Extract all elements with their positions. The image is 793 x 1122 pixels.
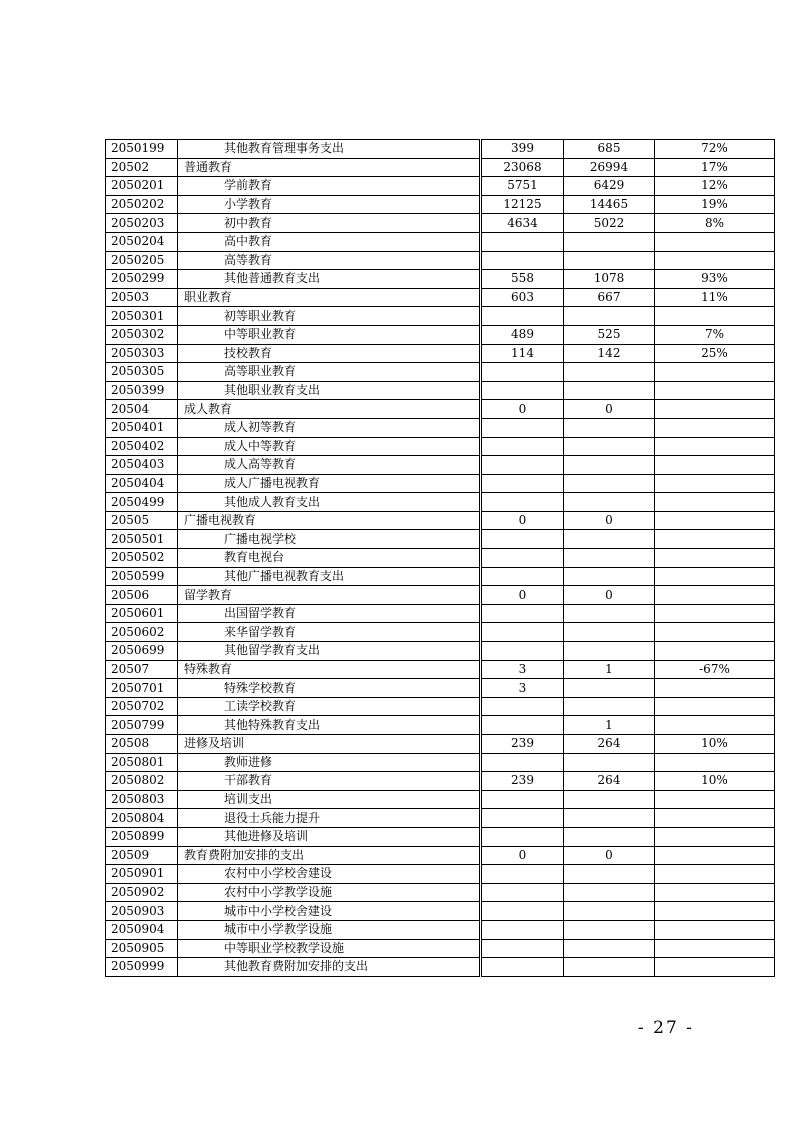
subject-name-cell: 成人初等教育 [178,418,480,437]
table-row [106,958,775,977]
growth-rate-cell [655,883,775,902]
subject-name-cell: 成人广播电视教育 [178,474,480,493]
subject-code-cell: 20504 [106,400,178,419]
growth-rate-cell [655,604,775,623]
subject-name-cell: 其他成人教育支出 [178,493,480,512]
prior-amount-cell [482,883,564,902]
subject-name-cell: 初中教育 [178,214,480,233]
current-amount-cell: 14465 [564,195,655,214]
prior-amount-cell: 23068 [482,158,564,177]
subject-code-cell: 2050202 [106,195,178,214]
current-amount-cell [564,437,655,456]
subject-name-cell: 来华留学教育 [178,623,480,642]
prior-amount-cell [482,865,564,884]
current-amount-cell [564,902,655,921]
subject-code-cell: 2050403 [106,456,178,475]
subject-code-cell: 2050201 [106,177,178,196]
table-row [106,660,775,679]
subject-code-cell: 2050902 [106,883,178,902]
table-row [106,418,775,437]
table-row [106,437,775,456]
subject-code-cell: 2050399 [106,381,178,400]
table-row [106,790,775,809]
prior-amount-cell: 12125 [482,195,564,214]
table-row [106,716,775,735]
growth-rate-cell [655,474,775,493]
current-amount-cell [564,456,655,475]
prior-amount-cell [482,753,564,772]
subject-code-cell: 2050199 [106,140,178,159]
subject-code-cell: 2050499 [106,493,178,512]
table-row [106,809,775,828]
table-row [106,883,775,902]
subject-code-cell: 2050401 [106,418,178,437]
prior-amount-cell: 558 [482,270,564,289]
prior-amount-cell: 489 [482,325,564,344]
subject-code-cell: 2050303 [106,344,178,363]
subject-name-cell: 教育电视台 [178,549,480,568]
table-row [106,623,775,642]
table-row [106,177,775,196]
current-amount-cell [564,232,655,251]
subject-name-cell: 小学教育 [178,195,480,214]
table-row [106,251,775,270]
subject-code-cell: 2050205 [106,251,178,270]
growth-rate-cell [655,456,775,475]
growth-rate-cell: 8% [655,214,775,233]
growth-rate-cell [655,809,775,828]
prior-amount-cell: 239 [482,735,564,754]
prior-amount-cell [482,920,564,939]
table-row [106,604,775,623]
subject-name-cell: 中等职业教育 [178,325,480,344]
subject-name-cell: 高等职业教育 [178,363,480,382]
growth-rate-cell [655,437,775,456]
subject-name-cell: 高中教育 [178,232,480,251]
current-amount-cell: 264 [564,772,655,791]
current-amount-cell [564,790,655,809]
subject-code-cell: 2050903 [106,902,178,921]
subject-name-cell: 广播电视学校 [178,530,480,549]
current-amount-cell [564,697,655,716]
table-row [106,549,775,568]
table-row [106,493,775,512]
subject-name-cell: 进修及培训 [178,735,480,754]
growth-rate-cell [655,958,775,977]
table-row [106,456,775,475]
subject-name-cell: 其他职业教育支出 [178,381,480,400]
subject-code-cell: 2050999 [106,958,178,977]
subject-name-cell: 其他教育费附加安排的支出 [178,958,480,977]
table-row [106,772,775,791]
current-amount-cell [564,567,655,586]
growth-rate-cell [655,400,775,419]
subject-name-cell: 其他广播电视教育支出 [178,567,480,586]
subject-code-cell: 2050804 [106,809,178,828]
subject-code-cell: 2050602 [106,623,178,642]
growth-rate-cell [655,251,775,270]
subject-name-cell: 学前教育 [178,177,480,196]
growth-rate-cell: 72% [655,140,775,159]
subject-code-cell: 20505 [106,511,178,530]
subject-code-cell: 2050601 [106,604,178,623]
growth-rate-cell [655,493,775,512]
prior-amount-cell: 0 [482,400,564,419]
prior-amount-cell [482,493,564,512]
table-row [106,474,775,493]
growth-rate-cell [655,846,775,865]
growth-rate-cell: 10% [655,735,775,754]
subject-code-cell: 2050299 [106,270,178,289]
growth-rate-cell: -67% [655,660,775,679]
prior-amount-cell: 5751 [482,177,564,196]
prior-amount-cell [482,604,564,623]
current-amount-cell [564,493,655,512]
prior-amount-cell [482,437,564,456]
current-amount-cell [564,883,655,902]
current-amount-cell: 1 [564,660,655,679]
subject-name-cell: 出国留学教育 [178,604,480,623]
current-amount-cell [564,604,655,623]
prior-amount-cell [482,809,564,828]
growth-rate-cell [655,232,775,251]
growth-rate-cell [655,753,775,772]
table-row [106,307,775,326]
subject-name-cell: 留学教育 [178,586,480,605]
growth-rate-cell: 93% [655,270,775,289]
subject-name-cell: 初等职业教育 [178,307,480,326]
table-row [106,232,775,251]
growth-rate-cell [655,530,775,549]
current-amount-cell [564,530,655,549]
growth-rate-cell [655,679,775,698]
subject-name-cell: 成人教育 [178,400,480,419]
current-amount-cell [564,939,655,958]
subject-code-cell: 2050501 [106,530,178,549]
current-amount-cell [564,474,655,493]
prior-amount-cell: 3 [482,679,564,698]
subject-name-cell: 高等教育 [178,251,480,270]
prior-amount-cell [482,381,564,400]
table-row [106,567,775,586]
prior-amount-cell [482,251,564,270]
current-amount-cell: 6429 [564,177,655,196]
current-amount-cell: 1078 [564,270,655,289]
growth-rate-cell: 25% [655,344,775,363]
current-amount-cell [564,251,655,270]
growth-rate-cell [655,307,775,326]
subject-name-cell: 教师进修 [178,753,480,772]
current-amount-cell: 0 [564,586,655,605]
current-amount-cell: 0 [564,400,655,419]
growth-rate-cell [655,567,775,586]
table-row [106,344,775,363]
prior-amount-cell: 114 [482,344,564,363]
subject-name-cell: 其他特殊教育支出 [178,716,480,735]
table-row [106,288,775,307]
current-amount-cell [564,307,655,326]
subject-code-cell: 20506 [106,586,178,605]
subject-name-cell: 普通教育 [178,158,480,177]
prior-amount-cell [482,232,564,251]
subject-name-cell: 城市中小学教学设施 [178,920,480,939]
subject-code-cell: 20502 [106,158,178,177]
subject-code-cell: 2050301 [106,307,178,326]
subject-code-cell: 2050305 [106,363,178,382]
subject-code-cell: 20509 [106,846,178,865]
subject-name-cell: 其他教育管理事务支出 [178,140,480,159]
growth-rate-cell [655,827,775,846]
current-amount-cell [564,623,655,642]
subject-code-cell: 2050599 [106,567,178,586]
growth-rate-cell [655,549,775,568]
growth-rate-cell: 19% [655,195,775,214]
table-body [106,140,775,977]
growth-rate-cell [655,902,775,921]
current-amount-cell [564,827,655,846]
growth-rate-cell [655,920,775,939]
prior-amount-cell [482,939,564,958]
prior-amount-cell [482,827,564,846]
prior-amount-cell [482,958,564,977]
table-row [106,827,775,846]
current-amount-cell [564,920,655,939]
growth-rate-cell: 10% [655,772,775,791]
table-row [106,214,775,233]
current-amount-cell: 685 [564,140,655,159]
subject-code-cell: 2050802 [106,772,178,791]
table-row [106,511,775,530]
current-amount-cell: 0 [564,511,655,530]
subject-code-cell: 2050799 [106,716,178,735]
subject-name-cell: 干部教育 [178,772,480,791]
current-amount-cell [564,679,655,698]
subject-code-cell: 2050701 [106,679,178,698]
current-amount-cell [564,381,655,400]
prior-amount-cell [482,549,564,568]
subject-code-cell: 2050302 [106,325,178,344]
prior-amount-cell [482,623,564,642]
subject-name-cell: 职业教育 [178,288,480,307]
subject-name-cell: 其他普通教育支出 [178,270,480,289]
growth-rate-cell [655,865,775,884]
growth-rate-cell [655,697,775,716]
current-amount-cell: 5022 [564,214,655,233]
growth-rate-cell [655,586,775,605]
subject-code-cell: 2050404 [106,474,178,493]
subject-code-cell: 2050901 [106,865,178,884]
subject-code-cell: 2050801 [106,753,178,772]
subject-name-cell: 培训支出 [178,790,480,809]
prior-amount-cell [482,418,564,437]
subject-name-cell: 城市中小学校舍建设 [178,902,480,921]
prior-amount-cell [482,567,564,586]
current-amount-cell: 264 [564,735,655,754]
subject-name-cell: 成人中等教育 [178,437,480,456]
current-amount-cell: 525 [564,325,655,344]
subject-code-cell: 2050502 [106,549,178,568]
growth-rate-cell [655,790,775,809]
current-amount-cell [564,363,655,382]
growth-rate-cell [655,418,775,437]
growth-rate-cell [655,381,775,400]
subject-name-cell: 中等职业学校教学设施 [178,939,480,958]
subject-name-cell: 农村中小学教学设施 [178,883,480,902]
subject-name-cell: 工读学校教育 [178,697,480,716]
table-row [106,939,775,958]
prior-amount-cell: 0 [482,586,564,605]
current-amount-cell [564,418,655,437]
growth-rate-cell: 11% [655,288,775,307]
subject-code-cell: 20508 [106,735,178,754]
current-amount-cell: 142 [564,344,655,363]
prior-amount-cell [482,530,564,549]
growth-rate-cell: 7% [655,325,775,344]
subject-code-cell: 20507 [106,660,178,679]
growth-rate-cell [655,623,775,642]
growth-rate-cell: 12% [655,177,775,196]
current-amount-cell: 1 [564,716,655,735]
subject-code-cell: 2050204 [106,232,178,251]
prior-amount-cell [482,716,564,735]
growth-rate-cell [655,939,775,958]
prior-amount-cell [482,363,564,382]
prior-amount-cell [482,642,564,661]
current-amount-cell [564,809,655,828]
subject-name-cell: 教育费附加安排的支出 [178,846,480,865]
table-row [106,865,775,884]
subject-code-cell: 2050699 [106,642,178,661]
subject-name-cell: 技校教育 [178,344,480,363]
table-row [106,753,775,772]
current-amount-cell: 667 [564,288,655,307]
table-row [106,902,775,921]
prior-amount-cell [482,307,564,326]
current-amount-cell [564,958,655,977]
prior-amount-cell [482,474,564,493]
subject-code-cell: 20503 [106,288,178,307]
table-row [106,270,775,289]
growth-rate-cell [655,642,775,661]
budget-expenditure-table [105,139,775,977]
prior-amount-cell [482,790,564,809]
table-row [106,735,775,754]
subject-code-cell: 2050402 [106,437,178,456]
page-number: - 27 - [638,1018,694,1038]
table-row [106,679,775,698]
current-amount-cell [564,549,655,568]
subject-name-cell: 特殊教育 [178,660,480,679]
current-amount-cell: 0 [564,846,655,865]
subject-code-cell: 2050905 [106,939,178,958]
prior-amount-cell: 3 [482,660,564,679]
table-row [106,530,775,549]
table-row [106,325,775,344]
table-row [106,140,775,159]
current-amount-cell [564,753,655,772]
prior-amount-cell [482,697,564,716]
subject-code-cell: 2050904 [106,920,178,939]
table-row [106,846,775,865]
current-amount-cell [564,642,655,661]
prior-amount-cell [482,456,564,475]
subject-name-cell: 广播电视教育 [178,511,480,530]
subject-code-cell: 2050899 [106,827,178,846]
prior-amount-cell: 603 [482,288,564,307]
growth-rate-cell [655,511,775,530]
subject-name-cell: 其他留学教育支出 [178,642,480,661]
table-row [106,195,775,214]
table-row [106,363,775,382]
table-row [106,920,775,939]
growth-rate-cell: 17% [655,158,775,177]
subject-code-cell: 2050803 [106,790,178,809]
prior-amount-cell: 239 [482,772,564,791]
table-row [106,400,775,419]
subject-name-cell: 成人高等教育 [178,456,480,475]
subject-name-cell: 特殊学校教育 [178,679,480,698]
prior-amount-cell: 4634 [482,214,564,233]
prior-amount-cell: 0 [482,511,564,530]
table-row [106,586,775,605]
subject-name-cell: 农村中小学校舍建设 [178,865,480,884]
subject-code-cell: 2050702 [106,697,178,716]
current-amount-cell [564,865,655,884]
subject-code-cell: 2050203 [106,214,178,233]
prior-amount-cell: 0 [482,846,564,865]
table-row [106,697,775,716]
prior-amount-cell [482,902,564,921]
subject-name-cell: 退役士兵能力提升 [178,809,480,828]
table-row [106,642,775,661]
table-row [106,158,775,177]
subject-name-cell: 其他进修及培训 [178,827,480,846]
table-row [106,381,775,400]
current-amount-cell: 26994 [564,158,655,177]
prior-amount-cell: 399 [482,140,564,159]
growth-rate-cell [655,363,775,382]
growth-rate-cell [655,716,775,735]
